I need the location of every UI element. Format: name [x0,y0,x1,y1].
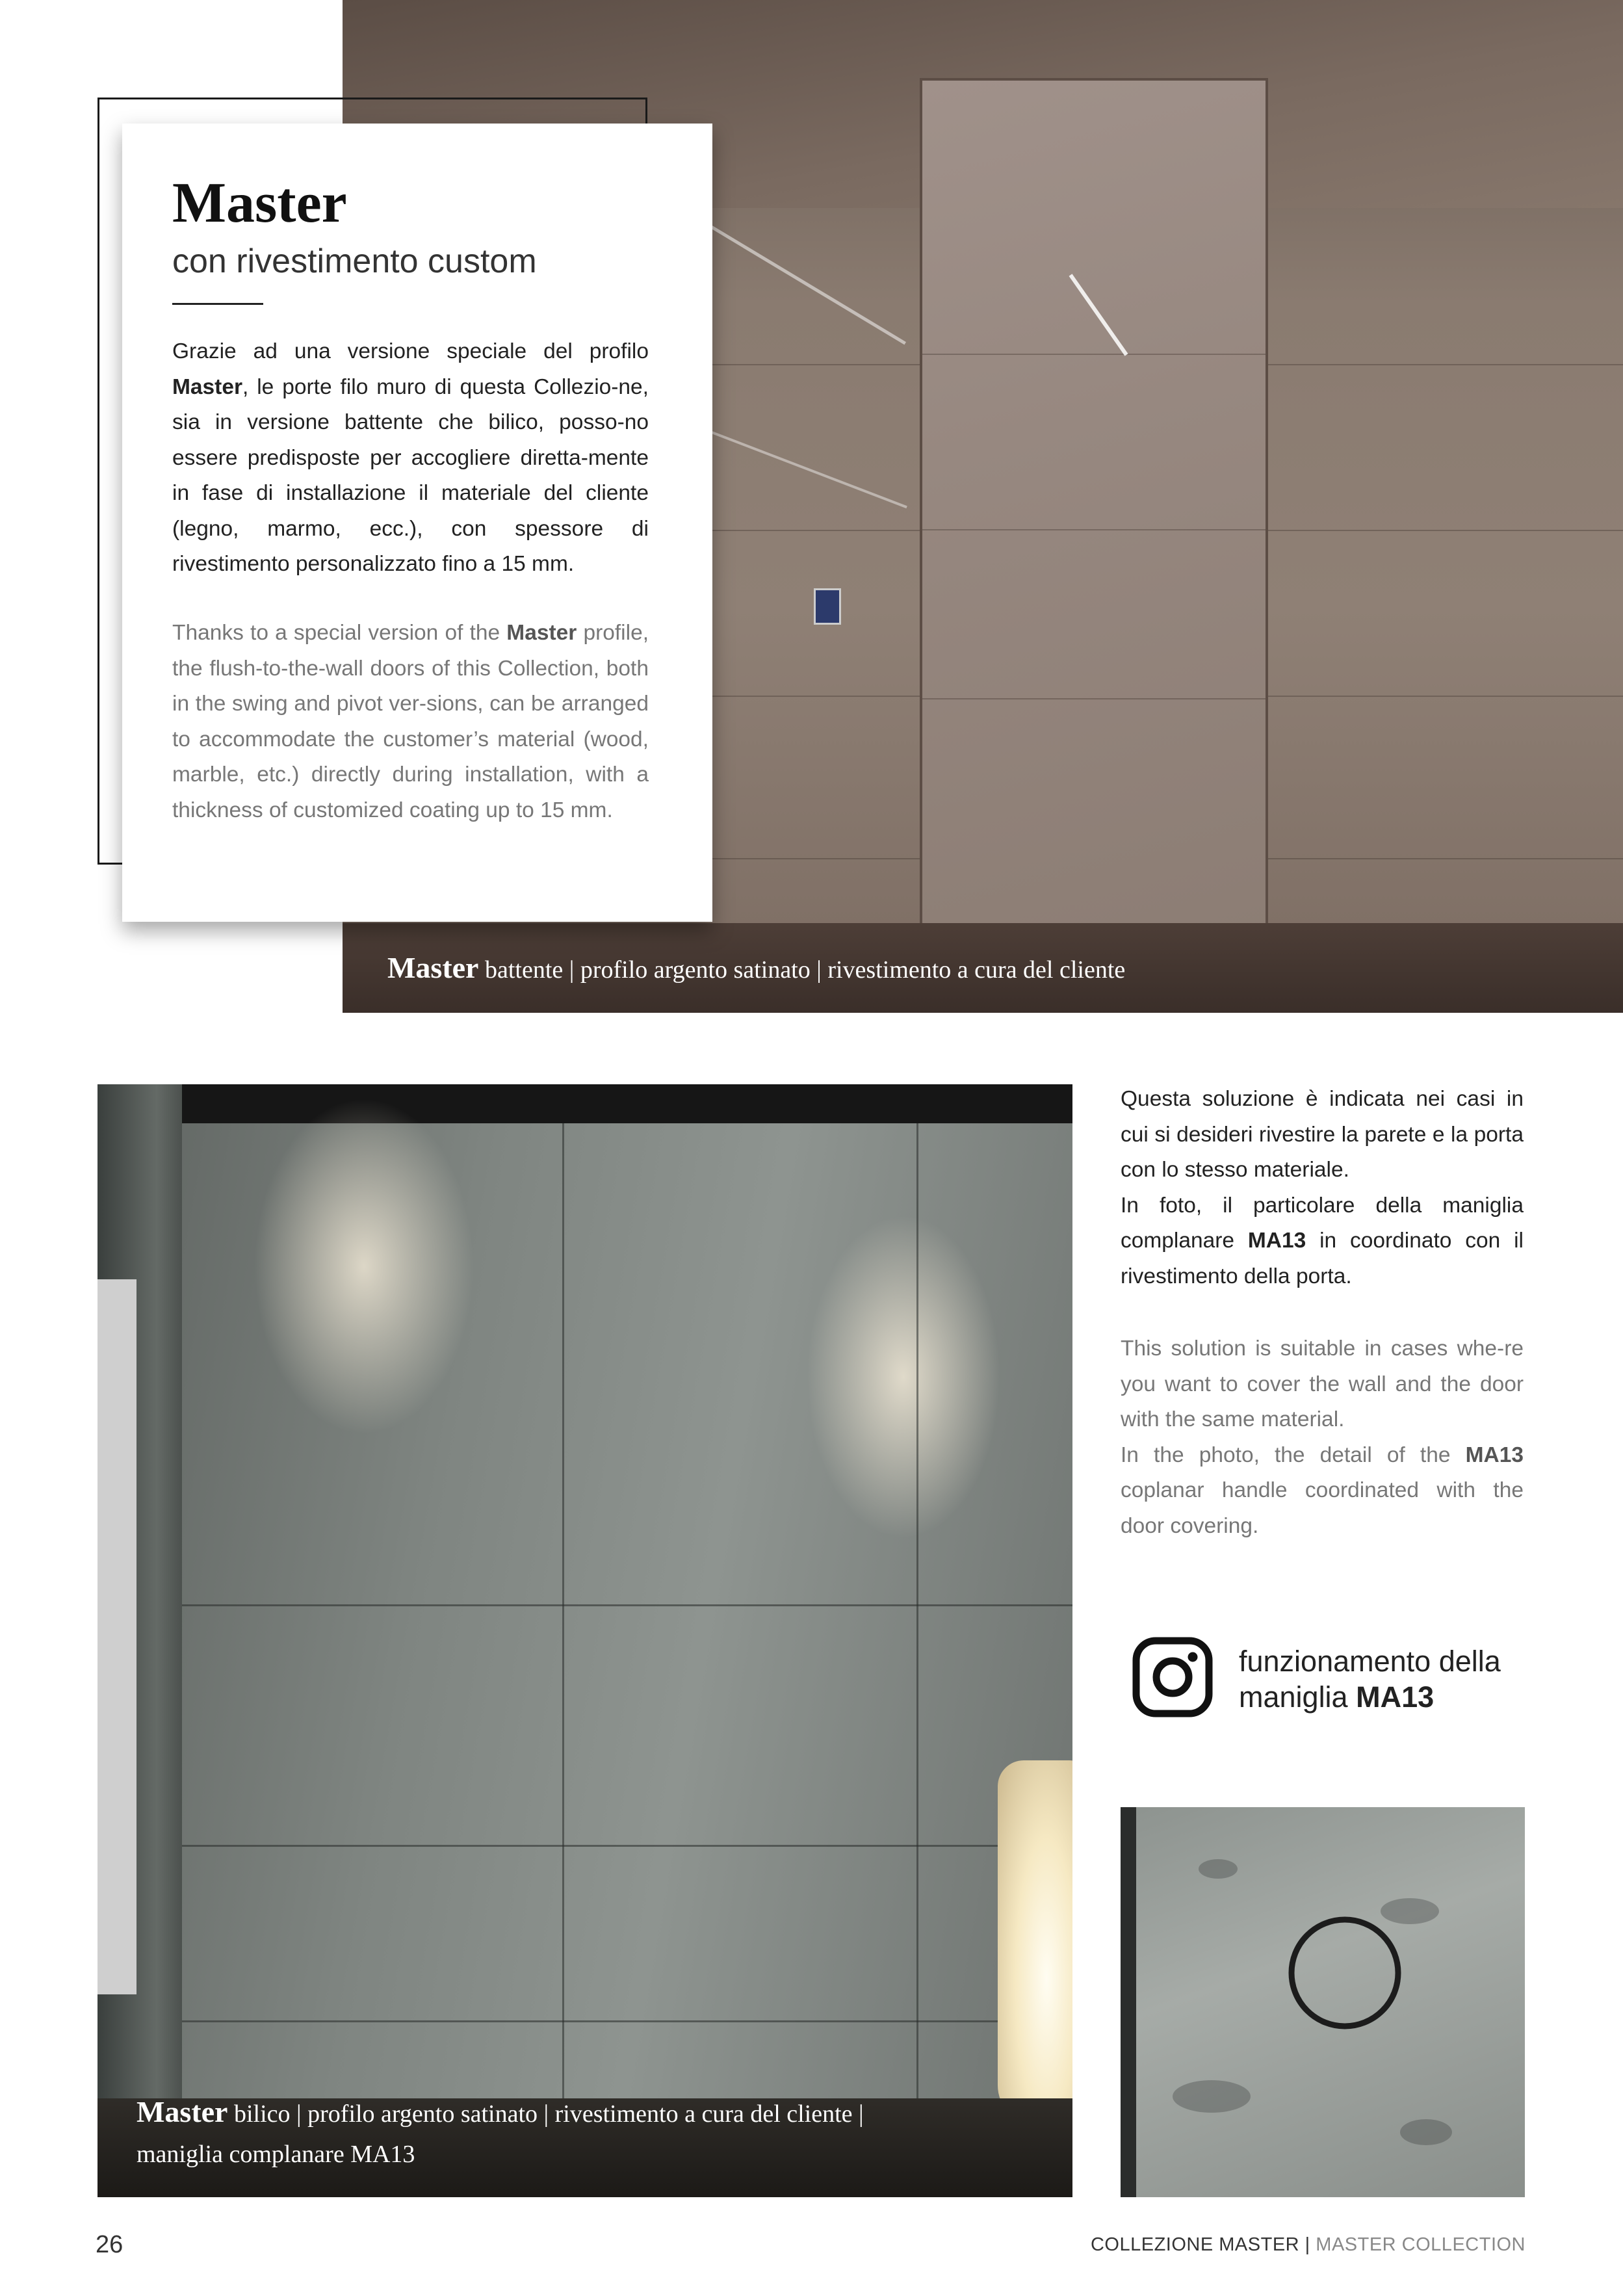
stone-seam [182,2020,1072,2022]
spotlight-glow [806,1214,1001,1539]
right-en-p2 [1121,1438,1524,1545]
dark-ceiling [97,1084,1072,1123]
handle-detail-photo [1121,1807,1525,2197]
flush-door-panel [920,78,1268,945]
card-it-before: Grazie ad una versione speciale del profilo [172,339,649,363]
right-it-p2-bold: MA13 [1247,1229,1306,1253]
photo2-caption-line1 [136,2092,1046,2134]
hero-caption-bold: Master [387,951,479,984]
side-opening [97,1279,136,1994]
door-seam [922,354,1266,355]
door-seam [922,698,1266,699]
hero-caption [387,950,1609,985]
card-text-english [172,616,649,828]
spotlight-glow [253,1097,474,1435]
photo2-caption-bold: Master [136,2095,228,2128]
light-reflection [693,215,906,345]
stone-seam [182,1845,1072,1847]
photo2-caption-text: bilico | profilo argento satinato | rivestimento a cura del cliente | [227,2100,864,2128]
card-en-after: profile, the flush-to-the-wall doors of this Collection, both in the swing and pivot ver-sions, can be arranged to accommodate the customer’s material (wood, marble, etc.) directly during installation, with a thickness of customized coating up to 15 mm. [172,621,649,822]
instagram-icon[interactable] [1132,1637,1213,1717]
stone-texture [1173,2080,1251,2113]
footer-separator: | [1305,2234,1310,2255]
right-en-p2-bold: MA13 [1465,1442,1524,1467]
light-reflection [706,429,907,508]
card-en-before: Thanks to a special version of the [172,621,507,645]
stone-seam [182,1604,1072,1606]
footer-collection-title [1091,2234,1526,2256]
photo2-caption [136,2092,1046,2174]
card-subtitle: con rivestimento custom [172,242,537,280]
right-it-p2-before: In foto, il particolare della maniglia complanare [1121,1193,1524,1253]
footer-collection-it: COLLEZIONE MASTER [1090,2234,1300,2255]
card-en-bold: Master [506,621,577,645]
wall-switch [814,588,841,625]
photo-pivot-door-stone-wall [97,1084,1072,2197]
card-text-italian [172,334,649,582]
stone-seam [916,1123,918,2098]
stone-texture [1199,1859,1238,1879]
ig-label-line1: funzionamento della [1239,1645,1501,1678]
right-text-italian [1121,1082,1524,1294]
door-seam [922,529,1266,530]
glowing-floor-lamp [998,1760,1072,2124]
ig-label-line2 [1239,1679,1564,1715]
photo2-caption-line2: maniglia complanare MA13 [136,2141,415,2168]
right-it-p2 [1121,1188,1524,1295]
ig-label-line2-bold: MA13 [1356,1680,1435,1714]
right-en-p2-after: coplanar handle coordinated with the door covering. [1121,1478,1524,1538]
stone-texture [1400,2119,1452,2145]
footer-collection-en: MASTER COLLECTION [1316,2234,1526,2255]
title-underline [172,303,263,305]
page-number: 26 [96,2231,123,2258]
door-edge [1121,1807,1136,2197]
right-en-p1: This solution is suitable in cases whe-re you want to cover the wall and the door with the same material. [1121,1337,1524,1431]
card-it-bold: Master [172,374,242,399]
stone-seam [562,1123,564,2098]
hero-caption-text: battente | profilo argento satinato | rivestimento a cura del cliente [478,956,1126,984]
right-it-p1: Questa soluzione è indicata nei casi in cui si desideri rivestire la parete e la porta con lo stesso materiale. [1121,1087,1524,1182]
right-text-english [1121,1331,1524,1544]
ig-label-line2-text: maniglia [1239,1680,1357,1714]
card-it-after: , le porte filo muro di questa Collezio-ne, sia in versione battente che bilico, posso-no essere predisposte per accogliere diretta-mente in fase di installazione il materiale del cliente (legno, marmo, ecc.), con spessore di rivestimento personalizzato fino a 15 mm. [172,374,649,576]
instagram-link-label[interactable] [1239,1643,1564,1715]
right-it-p2-after: in coordinato con il rivestimento della porta. [1121,1229,1524,1288]
card-title: Master [172,172,347,235]
flush-handle-ring [1286,1914,1403,2031]
right-en-p2-before: In the photo, the detail of the [1121,1442,1466,1467]
